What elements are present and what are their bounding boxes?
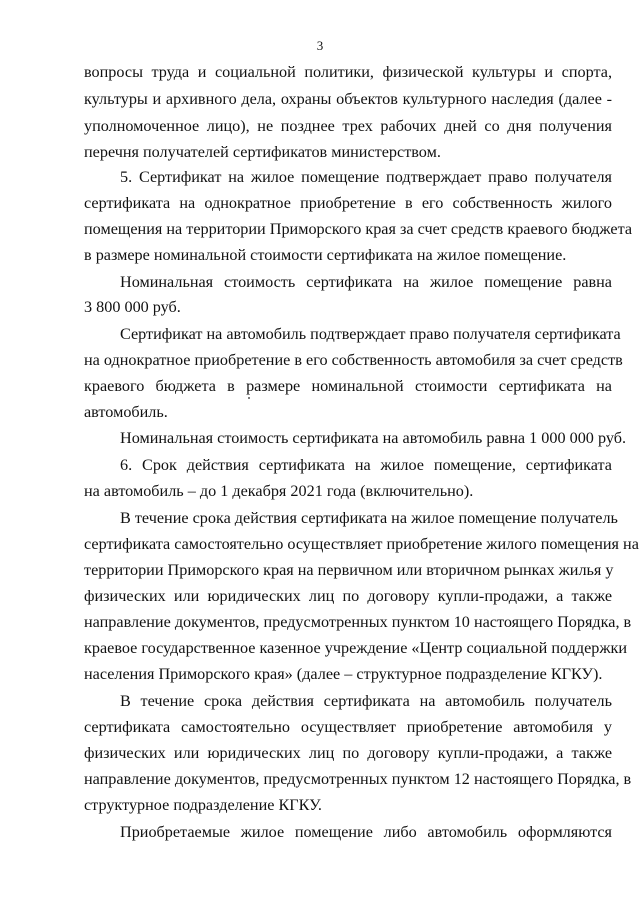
text-line: Приобретаемые жилое помещение либо автомобиль оформляются	[120, 823, 612, 841]
page-number: 3	[316, 38, 324, 53]
text-line: в размере номинальной стоимости сертификата на жилое помещение.	[84, 246, 567, 264]
text-line: краевого бюджета в размере номинальной стоимости сертификата на	[84, 377, 612, 395]
text-line: В течение срока действия сертификата на жилое помещение получатель	[120, 509, 618, 527]
text-line: Сертификат на автомобиль подтверждает право получателя сертификата	[120, 325, 621, 343]
stray-mark	[248, 397, 250, 399]
text-line: 3 800 000 руб.	[84, 298, 181, 316]
text-line: населения Приморского края» (далее – структурное подразделение КГКУ).	[84, 665, 603, 683]
text-line: сертификата самостоятельно осуществляет приобретение жилого помещения на	[84, 535, 639, 553]
text-line: 5. Сертификат на жилое помещение подтверждает право получателя	[120, 168, 612, 186]
text-line: физических или юридических лиц по договору купли-продажи, а также	[84, 744, 612, 762]
text-line: вопросы труда и социальной политики, физической культуры и спорта,	[84, 63, 612, 81]
text-line: 6. Срок действия сертификата на жилое помещение, сертификата	[120, 456, 612, 474]
text-line: физических или юридических лиц по договору купли-продажи, а также	[84, 587, 612, 605]
text-line: уполномоченное лицо), не позднее трех рабочих дней со дня получения	[84, 117, 612, 135]
text-line: структурное подразделение КГКУ.	[84, 796, 322, 814]
text-line: помещения на территории Приморского края за счет средств краевого бюджета	[84, 220, 633, 238]
text-line: территории Приморского края на первичном или вторичном рынках жилья у	[84, 561, 614, 579]
text-line: автомобиль.	[84, 403, 168, 421]
text-line: направление документов, предусмотренных пунктом 12 настоящего Порядка, в	[84, 770, 632, 788]
text-line: Номинальная стоимость сертификата на автомобиль равна 1 000 000 руб.	[120, 429, 626, 447]
text-line: направление документов, предусмотренных пунктом 10 настоящего Порядка, в	[84, 613, 632, 631]
text-line: культуры и архивного дела, охраны объектов культурного наследия (далее -	[84, 90, 612, 108]
text-line: перечня получателей сертификатов министерством.	[84, 143, 441, 161]
text-line: сертификата самостоятельно осуществляет приобретение автомобиля у	[84, 718, 612, 736]
text-line: Номинальная стоимость сертификата на жилое помещение равна	[120, 273, 612, 291]
text-line: В течение срока действия сертификата на автомобиль получатель	[120, 692, 612, 710]
text-line: на автомобиль – до 1 декабря 2021 года (включительно).	[84, 482, 474, 500]
text-line: сертификата на однократное приобретение в его собственность жилого	[84, 194, 612, 212]
text-line: краевое государственное казенное учреждение «Центр социальной поддержки	[84, 639, 628, 657]
text-line: на однократное приобретение в его собственность автомобиля за счет средств	[84, 351, 623, 369]
